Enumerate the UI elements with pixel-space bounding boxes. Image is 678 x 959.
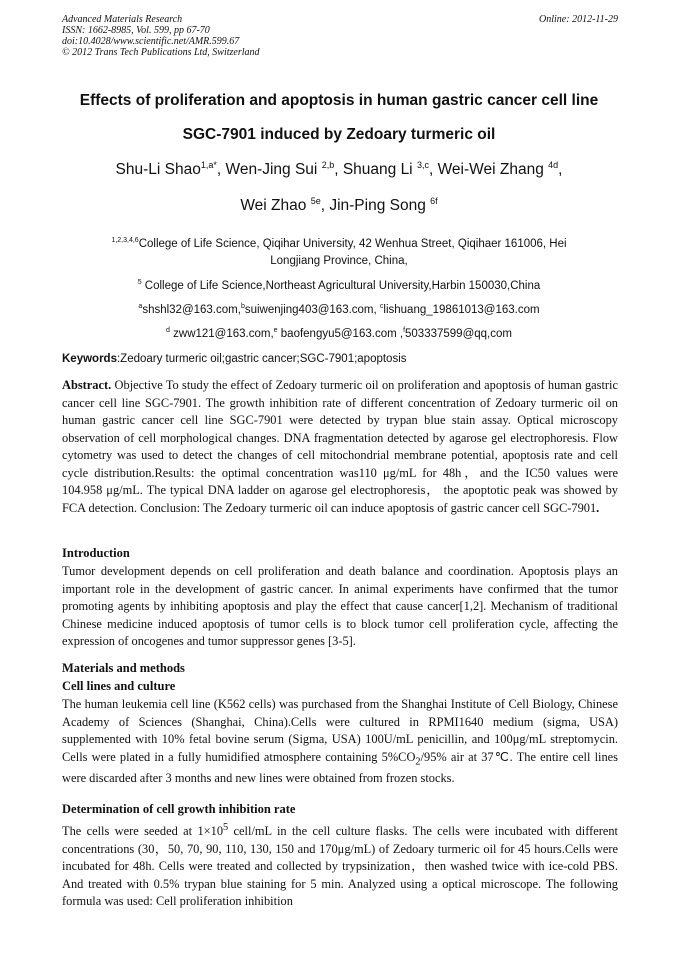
abstract-text: Objective To study the effect of Zedoary turmeric oil on proliferation and apoptosis of human gastric cancer cell line SGC-7901. The growth inhibition rate of different concentration of Zedoary turmeric oil on human gastric cancer cell line SGC-7901 were detected by trypan blue stain assay. Optical microscopy observation of cell morphological changes. DNA fragmentation detected by agarose gel electrophoresis. Flow cytometry was used to detect the changes of cell mitochondrial membrane potential, apoptosis rate and cell cycle distribution.Results: the optimal concentration was110 μg/mL for 48h，and the IC50 values were 104.958 μg/mL. The typical DNA ladder on agarose gel electrophoresis， the apoptotic peak was showed by FCA detection. Conclusion: The Zedoary turmeric oil can induce apoptosis of gastric cancer cell SGC-7901 <box>62 378 618 515</box>
paragraph-text: The human leukemia cell line (K562 cells) was purchased from the Shanghai Institute of Cell Biology, Chinese Academy of Sciences (Shanghai, China).Cells were cultured in RPMI1640 medium (sigma, USA) supplemented with 10% fetal bovine serum (Sigma, USA) 100U/mL penicillin, and 100μg/mL streptomycin. Cells were plated in a fully humidified atmosphere containing 5%CO <box>62 697 618 764</box>
affiliation-text: College of Life Science, Qiqihar University, 42 Wenhua Street, Qiqihaer 161006, Hei <box>138 237 567 250</box>
author-line-1 <box>30 160 648 179</box>
email-address: suiwenjing403@163.com, <box>244 303 380 316</box>
email-superscript: b <box>240 303 245 310</box>
author-superscript: 1,a* <box>200 160 217 170</box>
paper-title-line-2: SGC-7901 induced by Zedoary turmeric oil <box>182 126 496 143</box>
email-superscript: f <box>403 327 406 334</box>
doi-line: doi:10.4028/www.scientific.net/AMR.599.67 <box>62 36 240 47</box>
inhibition-rate-heading: Determination of cell growth inhibition rate <box>62 802 296 816</box>
author-name: , Shuang Li <box>334 161 413 179</box>
affiliation-text: Longjiang Province, China, <box>270 254 408 267</box>
affiliation-2 <box>70 274 608 295</box>
author-name: Wei Zhao <box>240 197 307 215</box>
publication-header <box>62 14 618 58</box>
email-address: lishuang_19861013@163.com <box>383 303 540 316</box>
author-superscript: 3,c <box>416 160 429 170</box>
email-line-1 <box>70 298 608 319</box>
keywords <box>62 353 618 365</box>
paragraph-text: cell/mL in the cell culture flasks. The cells were incubated with different concentrations (30，50, 70, 90, 110, 130, 150 and 170μg/mL) of Zedoary turmeric oil for 45 hours.Cells were incubated for 48h. Cells were treated and collected by trypsinization，then washed twice with ice-cold PBS. And treated with 0.5% trypan blue staining for 5 min. Analyzed using a optical microscope. The following formula was used: Cell proliferation inhibition <box>62 824 618 909</box>
introduction-text: Tumor development depends on cell proliferation and death balance and coordination. Apoptosis plays an important role in the development of gastric cancer. In animal experiments have confirmed that the tumor promoting agents by inhibiting apoptosis and play the effect that cause cancer[1,2]. Mechanism of traditional Chinese medicine induced apoptosis of tumor cells is to block tumor cell proliferation cycle, affecting the expression of oncogenes and tumor suppressor genes [3-5]. <box>62 564 618 648</box>
introduction-heading: Introduction <box>62 546 130 560</box>
abstract-end: . <box>596 500 600 515</box>
email-superscript: a <box>138 303 143 310</box>
email-address: zww121@163.com, <box>169 327 274 340</box>
author-superscript: 2,b <box>321 160 335 170</box>
paragraph-text: /95% air at 37℃. The entire cell lines were discarded after 3 months and new lines were obtained from frozen stocks. <box>62 749 618 786</box>
cell-lines-text <box>62 696 618 788</box>
copyright-line: © 2012 Trans Tech Publications Ltd, Switzerland <box>62 47 260 58</box>
author-name: , Wei-Wei Zhang <box>428 161 544 179</box>
author-line-2 <box>30 196 648 215</box>
paper-title-line-1: Effects of proliferation and apoptosis in human gastric cancer cell line <box>79 92 599 109</box>
abstract-label: Abstract. <box>62 378 112 392</box>
email-address: baofengyu5@163.com , <box>277 327 404 340</box>
author-name: , Wen-Jing Sui <box>216 161 318 179</box>
inhibition-rate-text <box>62 819 618 911</box>
superscript: 5 <box>223 822 229 833</box>
email-address: shshl32@163.com, <box>142 303 241 316</box>
paragraph-text: The cells were seeded at 1×10 <box>62 824 224 839</box>
online-date: Online: 2012-11-29 <box>539 14 618 25</box>
affiliation-superscript: 5 <box>137 279 142 286</box>
methods-heading: Materials and methods <box>62 661 185 675</box>
author-name: , Jin-Ping Song <box>320 197 426 215</box>
email-address: 503337599@qq,com <box>405 327 512 340</box>
affiliation-text: College of Life Science,Northeast Agricultural University,Harbin 150030,China <box>141 279 541 292</box>
journal-name: Advanced Materials Research <box>62 14 183 25</box>
email-superscript: d <box>166 327 170 334</box>
keywords-label: Keywords <box>62 353 117 365</box>
affiliation-superscript: 1,2,3,4,6 <box>111 237 139 244</box>
affiliation-1 <box>70 232 608 270</box>
author-superscript: 4d <box>548 160 559 170</box>
author-separator: , <box>558 161 563 179</box>
abstract <box>62 377 618 517</box>
keywords-text: :Zedoary turmeric oil;gastric cancer;SGC-7901;apoptosis <box>116 353 407 365</box>
email-superscript: c <box>379 303 384 310</box>
author-superscript: 6f <box>430 196 438 206</box>
email-line-2 <box>70 322 608 343</box>
subscript: 2 <box>415 755 421 767</box>
author-name: Shu-Li Shao <box>115 161 201 179</box>
author-superscript: 5e <box>310 196 321 206</box>
issn-line: ISSN: 1662-8985, Vol. 599, pp 67-70 <box>62 25 210 36</box>
email-superscript: e <box>273 327 278 334</box>
cell-lines-heading: Cell lines and culture <box>62 679 176 693</box>
